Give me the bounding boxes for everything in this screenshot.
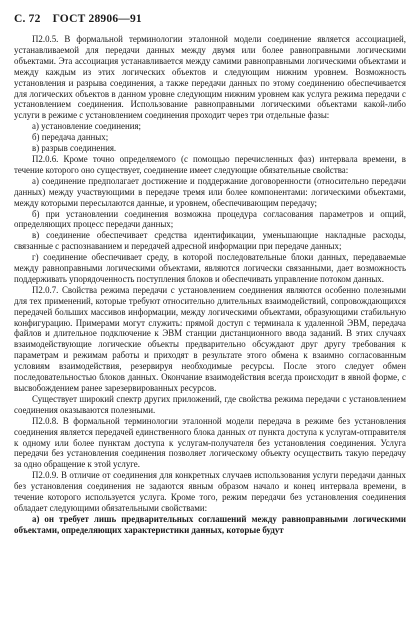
paragraph: П2.0.7. Свойства режима передачи с установлением соединения являются особенно полезными для тех применений, которые требуют относительно длительных взаимодействий, сопровождающихся передачей больших массивов информации, между логическими объектами, образующими стабильную конфигурацию. Примерами могут служить: прямой доступ с терминала к удаленной ЭВМ, передача файлов и длительное подключение к ЭВМ станции дистанционного ввода заданий. В этих случаях взаимодействующие логические объекты предварительно обсуждают друг другу требования к параметрам и режимам работы и приходят в результате этого обмена к взаимно согласованным условиям взаимодействия, резервируя необходимые ресурсы. После этого следует обмен последовательностью блоков данных. Окончание взаимодействия всегда происходит в явной форме, с высвобождением ранее зарезервированных ресурсов. <box>14 284 406 393</box>
list-item: в) разрыв соединения. <box>32 143 117 154</box>
paragraph: П2.0.6. Кроме точно определяемого (с помощью перечисленных фаз) интервала времени, в течение которого оно существует, соединение имеет следующие обязательные свойства: <box>14 153 406 175</box>
standard-title: ГОСТ 28906—91 <box>52 13 142 25</box>
document-page <box>14 12 406 617</box>
paragraph: П2.0.9. В отличие от соединения для конкретных случаев использования услуги передачи данных без установления соединения не задаются явным образом начало и конец интервала времени, в течение которого используется услуга. Кроме того, режим передачи без установления соединения обладает следующими обязательными свойствами: <box>14 470 406 513</box>
list-item-bold: а) он требует лишь предварительных соглашений между равноправными логическими объектами, определяющих характеристики данных, которые будут <box>14 513 406 535</box>
document-body <box>14 34 406 536</box>
list-item: а) соединение предполагает достижение и поддержание договоренности (относительно передачи данных) между участвующими в передаче тремя или более компонентами: логическими объектами, между которыми пересылаются данные, и уровнем, обеспечивающим передачу; <box>14 175 406 208</box>
page-header <box>14 12 406 28</box>
paragraph: П2.0.5. В формальной терминологии эталонной модели соединение является ассоциацией, устанавливаемой для передачи данных между двумя или более равноправными логическими объектами. Эта ассоциация устанавливается между самими равноправными логическими объектами и между каждым из этих логических объектов и следующим нижним уровнем. Возможность установления и разрыва соединения, а также передачи данных по этому соединению обеспечивается для логических объектов в данном уровне следующим нижним уровнем как услуга режима передачи с установлением соединения. Использование равноправными логическими объектами какой-либо услуги в режиме с установлением соединения проходит через три отдельные фазы: <box>14 34 406 121</box>
page-number: С. 72 <box>14 13 41 25</box>
list-item: а) установление соединения; <box>32 121 142 132</box>
list-item: б) при установлении соединения возможна процедура согласования параметров и опций, определяющих процесс передачи данных; <box>14 208 406 230</box>
list-item: в) соединение обеспечивает средства идентификации, уменьшающие накладные расходы, связанные с распознаванием и передачей адресной информации при передаче данных; <box>14 230 406 252</box>
list-item: б) передача данных; <box>32 132 109 143</box>
paragraph: П2.0.8. В формальной терминологии эталонной модели передача в режиме без установления соединения является передачей единственного блока данных от пункта доступа к услугам-отправителя к одному или более пунктам доступа к услугам-получателя без установления соединения. Услуга передачи без установления соединения позволяет логическому объекту осуществить такую передачу за одно обращение к этой услуге. <box>14 415 406 470</box>
paragraph: Существует широкий спектр других приложений, где свойства режима передачи с установлением соединения оказываются полезными. <box>14 393 406 415</box>
list-item: г) соединение обеспечивает среду, в которой последовательные блоки данных, передаваемые между равноправными логическими объектами, являются логически связанными, дает возможность поддерживать упорядоченность поступления блоков и обеспечивать управление потоком данных. <box>14 252 406 284</box>
